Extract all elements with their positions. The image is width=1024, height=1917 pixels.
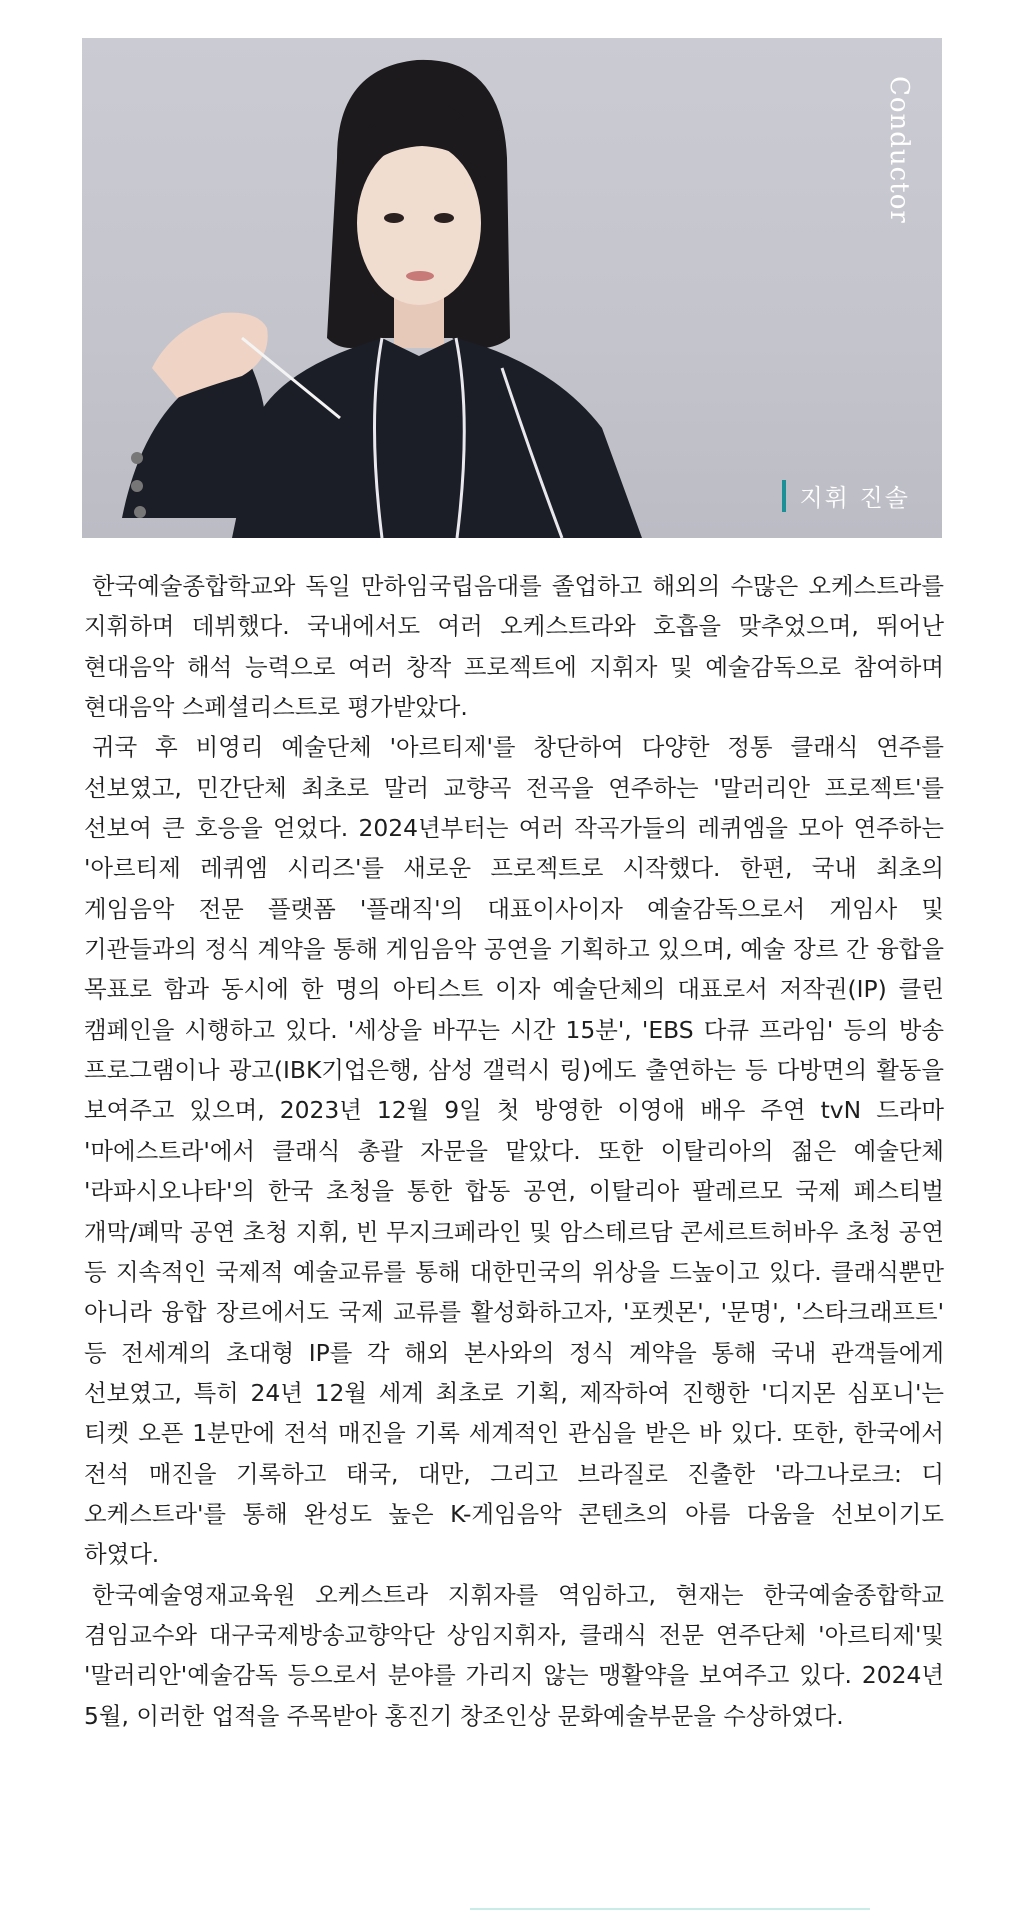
bio-paragraph-3: 한국예술영재교육원 오케스트라 지휘자를 역임하고, 현재는 한국예술종합학교 겸임교수와 대구국제방송교향악단 상임지휘자, 클래식 전문 연주단체 '아르티제'및 '말러리안'예술감독 등으로서 분야를 가리지 않는 맹활약을 보여주고 있다. 2024년 5월, 이러한 업적을 주목받아 홍진기 창조인상 문화예술부문을 수상하였다. [84, 1580, 944, 1730]
bio-paragraph-2: 귀국 후 비영리 예술단체 '아르티제'를 창단하여 다양한 정통 클래식 연주를 선보였고, 민간단체 최초로 말러 교향곡 전곡을 연주하는 '말러리안 프로젝트'를 선보여 큰 호응을 얻었다. 2024년부터는 여러 작곡가들의 레퀴엠을 모아 연주하는 '아르티제 레퀴엠 시리즈'를 새로운 프로젝트로 시작했다. 한편, 국내 최초의 게임음악 전문 플랫폼 '플래직'의 대표이사이자 예술감독으로서 게임사 및 기관들과의 정식 계약을 통해 게임음악 공연을 기획하고 있으며, 예술 장르 간 융합을 목표로 함과 동시에 한 명의 아티스트 이자 예술단체의 대표로서 저작권(IP) 클린 캠페인을 시행하고 있다. '세상을 바꾸는 시간 15분', 'EBS 다큐 프라임' 등의 방송 프로그램이나 광고(IBK기업은행, 삼성 갤럭시 링)에도 출연하는 등 다방면의 활동을 보여주고 있으며, 2023년 12월 9일 첫 방영한 이영애 배우 주연 tvN 드라마 '마에스트라'에서 클래식 총괄 자문을 맡았다. 또한 이탈리아의 젊은 예술단체 '라파시오나타'의 한국 초청을 통한 합동 공연, 이탈리아 팔레르모 국제 페스티벌 개막/폐막 공연 초청 지휘, 빈 무지크페라인 및 암스테르담 콘세르트허바우 초청 공연 등 지속적인 국제적 예술교류를 통해 대한민국의 위상을 드높이고 있다. 클래식뿐만 아니라 융합 장르에서도 국제 교류를 활성화하고자, '포켓몬', '문명', '스타크래프트' 등 전세계의 초대형 IP를 각 해외 본사와의 정식 계약을 통해 국내 관객들에게 선보였고, 특히 24년 12월 세계 최초로 기획, 제작하여 진행한 '디지몬 심포니'는 티켓 오픈 1분만에 전석 매진을 기록 세계적인 관심을 받은 바 있다. 또한, 한국에서 전석 매진을 기록하고 태국, 대만, 그리고 브라질로 진출한 '라그나로크: 디 오케스트라'를 통해 완성도 높은 K-게임음악 콘텐츠의 아름 다움을 선보이기도 하였다. [84, 733, 944, 1569]
conductor-name: 지휘 진솔 [799, 484, 910, 512]
accent-bar [782, 480, 786, 512]
bio-paragraph-1: 한국예술종합학교와 독일 만하임국립음대를 졸업하고 해외의 수많은 오케스트라를 지휘하며 데뷔했다. 국내에서도 여러 오케스트라와 호흡을 맞추었으며, 뛰어난 현대음악 해석 능력으로 여러 창작 프로젝트에 지휘자 및 예술감독으로 참여하며 현대음악 스페셜리스트로 평가받았다. [84, 572, 944, 722]
biography [84, 566, 944, 1736]
name-tag [782, 478, 910, 513]
conductor-portrait-illustration [82, 38, 942, 538]
conductor-photo [82, 38, 942, 538]
decorative-divider [470, 1908, 870, 1910]
role-label: Conductor [884, 76, 914, 224]
